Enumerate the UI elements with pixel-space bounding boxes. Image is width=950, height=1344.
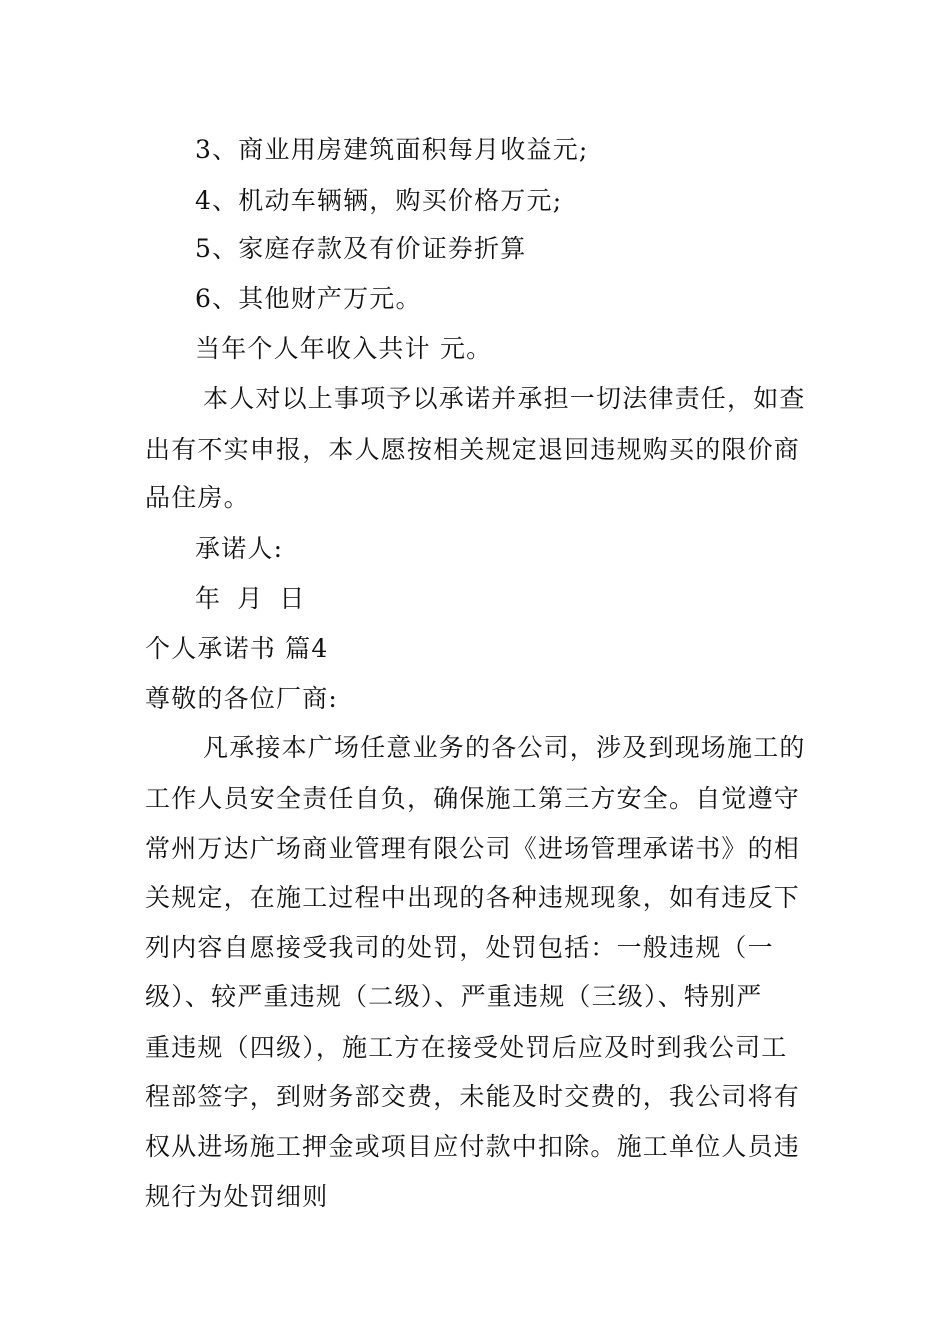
pledge-line: 本人对以上事项予以承诺并承担一切法律责任，如查 [203, 384, 806, 413]
body-line: 凡承接本广场任意业务的各公司，涉及到现场施工的 [203, 733, 806, 762]
salutation: 尊敬的各位厂商: [145, 684, 339, 713]
list-item: 5、家庭存款及有价证券折算 [195, 234, 527, 263]
date-line [0, 583, 950, 615]
date-day: 日 [279, 584, 306, 613]
body-line: 关规定，在施工过程中出现的各种违规现象，如有违反下 [145, 883, 801, 912]
body-line: 工作人员安全责任自负，确保施工第三方安全。自觉遵守 [145, 784, 801, 813]
body-line: 程部签字，到财务部交费，未能及时交费的，我公司将有 [145, 1082, 801, 1111]
body-line: 级）、较严重违规（二级）、严重违规（三级）、特别严 [145, 982, 763, 1011]
section-title: 个人承诺书 篇4 [145, 634, 329, 663]
pledge-line: 品住房。 [145, 483, 250, 512]
date-year: 年 [195, 584, 222, 613]
signer-label: 承诺人: [195, 534, 284, 563]
date-month: 月 [237, 584, 264, 613]
list-item: 3、商业用房建筑面积每月收益元; [195, 135, 589, 164]
body-line: 列内容自愿接受我司的处罚，处罚包括：一般违规（一 [145, 933, 774, 962]
list-item: 4、机动车辆辆，购买价格万元; [195, 186, 563, 215]
body-line: 规行为处罚细则 [145, 1182, 329, 1211]
list-item: 6、其他财产万元。 [195, 284, 422, 313]
annual-income-line: 当年个人年收入共计 元。 [195, 334, 493, 363]
body-line: 权从进场施工押金或项目应付款中扣除。施工单位人员违 [145, 1132, 801, 1161]
body-line: 常州万达广场商业管理有限公司《进场管理承诺书》的相 [145, 834, 801, 863]
pledge-line: 出有不实申报，本人愿按相关规定退回违规购买的限价商 [145, 435, 801, 464]
body-line: 重违规（四级），施工方在接受处罚后应及时到我公司工 [145, 1033, 788, 1062]
